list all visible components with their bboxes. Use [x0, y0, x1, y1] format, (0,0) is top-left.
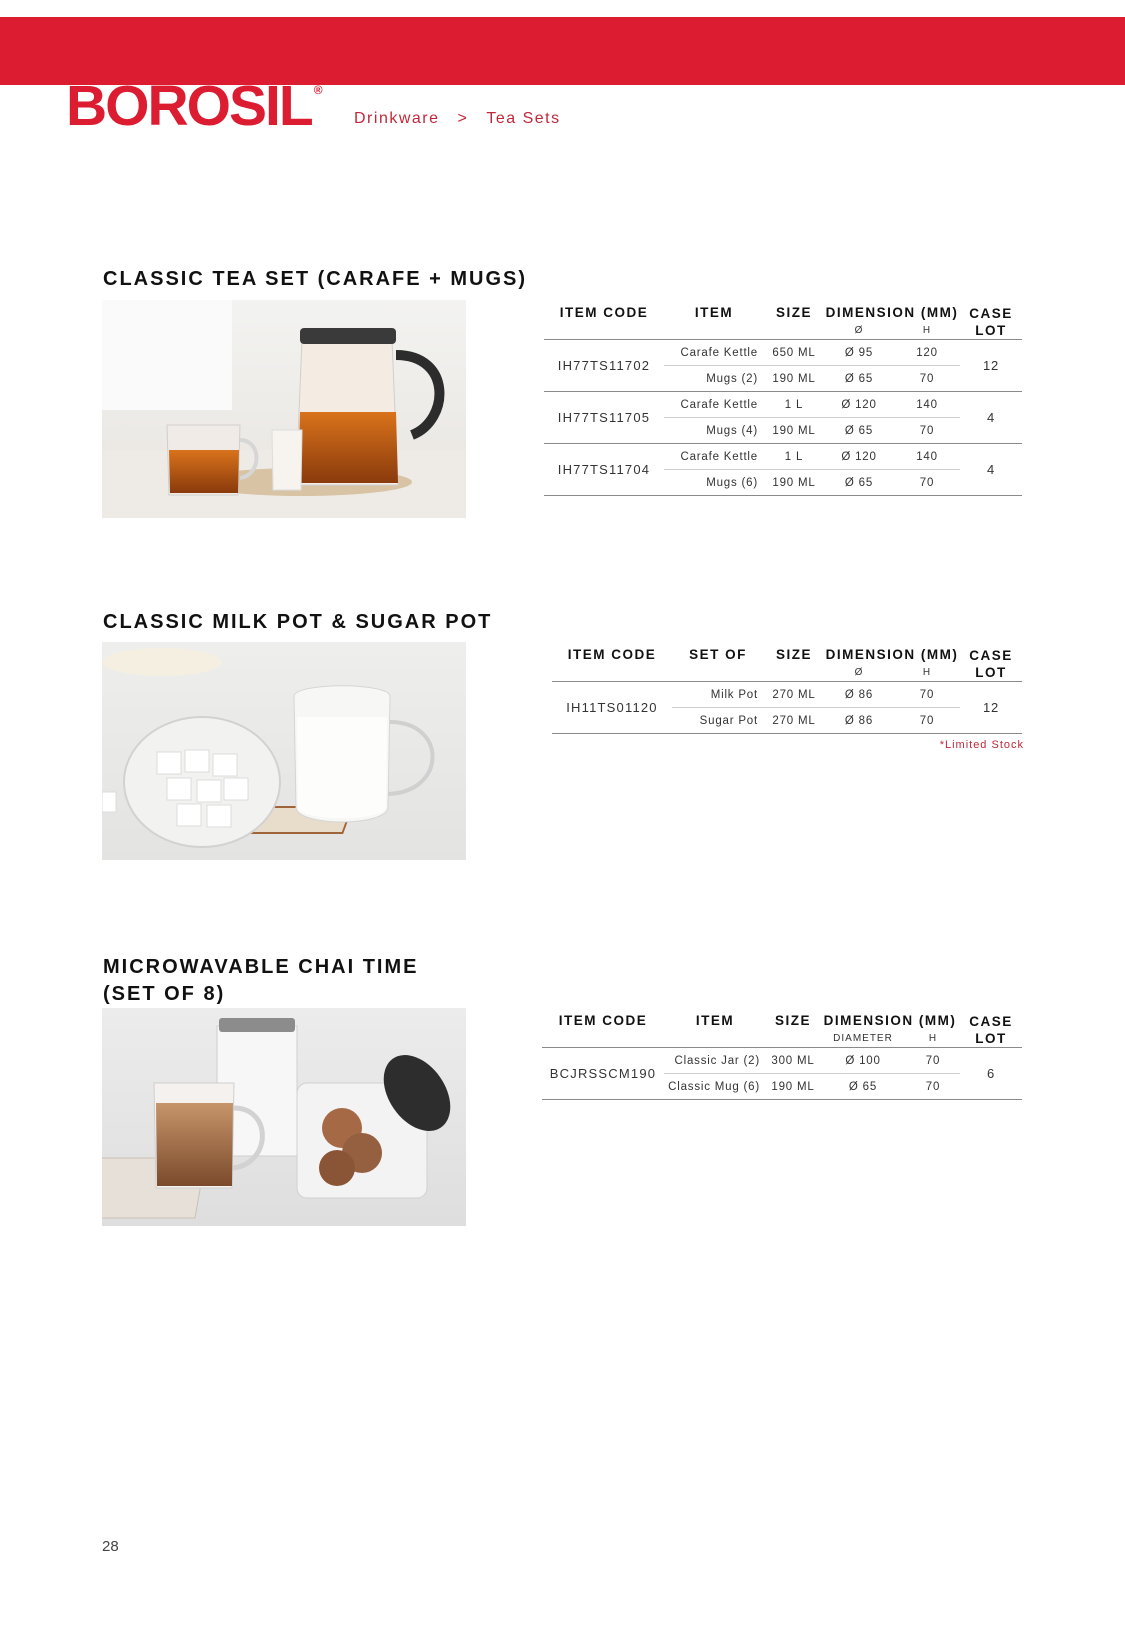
- item-name: Carafe Kettle: [680, 346, 758, 359]
- item-size: 190 ML: [772, 476, 816, 489]
- table-row: [552, 682, 1022, 708]
- breadcrumb-drinkware[interactable]: Drinkware: [354, 110, 440, 127]
- item-size: 190 ML: [772, 424, 816, 437]
- logo-text: BOROSIL: [66, 74, 312, 138]
- item-height: 140: [916, 450, 938, 463]
- table-row: [544, 392, 1022, 418]
- header-case-lot: CASE LOT: [969, 306, 1013, 338]
- item-size: 190 ML: [771, 1080, 815, 1093]
- item-size: 300 ML: [771, 1054, 815, 1067]
- header-set-of: SET OF: [689, 647, 747, 662]
- item-code: IH77TS11705: [557, 410, 651, 425]
- item-name: Mugs (2): [706, 372, 758, 385]
- header-item-code: ITEM CODE: [559, 305, 649, 320]
- header-dimension: DIMENSION (MM): [825, 305, 959, 320]
- item-height: 70: [919, 688, 935, 701]
- table-row: [542, 1048, 1022, 1074]
- header-diameter: Ø: [854, 325, 864, 337]
- item-name: Milk Pot: [710, 688, 758, 701]
- header-case-lot: CASE LOT: [969, 648, 1013, 680]
- header-item-code: ITEM CODE: [558, 1013, 648, 1028]
- item-diameter: Ø 65: [848, 1080, 878, 1093]
- item-diameter: Ø 65: [844, 476, 874, 489]
- milk-sugar-pot-photo: [102, 642, 466, 860]
- item-diameter: Ø 95: [844, 346, 874, 359]
- section-title-line1: MICROWAVABLE CHAI TIME: [103, 956, 419, 978]
- item-height: 70: [925, 1054, 941, 1067]
- item-name: Mugs (6): [706, 476, 758, 489]
- header-dimension: DIMENSION (MM): [825, 647, 959, 662]
- item-diameter: Ø 100: [845, 1054, 881, 1067]
- case-lot: 4: [986, 410, 996, 425]
- table-row: [544, 340, 1022, 366]
- item-name: Carafe Kettle: [680, 398, 758, 411]
- item-size: 1 L: [784, 398, 804, 411]
- case-lot: 12: [982, 700, 1000, 715]
- item-code: BCJRSSCM190: [549, 1066, 657, 1081]
- spec-table-classic-tea-set: [544, 305, 1022, 496]
- section-title-line2: (SET OF 8): [103, 983, 226, 1005]
- limited-stock-note: *Limited Stock: [939, 739, 1024, 751]
- section-title-milk-sugar-pot: CLASSIC MILK POT & SUGAR POT: [103, 611, 493, 633]
- item-diameter: Ø 86: [844, 714, 874, 727]
- chai-time-photo: [102, 1008, 466, 1226]
- header-size: SIZE: [775, 647, 812, 662]
- spec-table-chai-time: [542, 1013, 1022, 1100]
- item-diameter: Ø 120: [841, 398, 877, 411]
- header-height: H: [928, 1033, 938, 1045]
- item-height: 70: [925, 1080, 941, 1093]
- header-size: SIZE: [774, 1013, 811, 1028]
- item-size: 190 ML: [772, 372, 816, 385]
- case-lot: 4: [986, 462, 996, 477]
- item-diameter: Ø 120: [841, 450, 877, 463]
- breadcrumb-separator: >: [457, 110, 469, 127]
- table-row: [544, 444, 1022, 470]
- header-dimension: DIMENSION (MM): [823, 1013, 957, 1028]
- item-code: IH77TS11704: [557, 462, 651, 477]
- item-height: 70: [919, 714, 935, 727]
- borosil-logo: [66, 74, 323, 138]
- header-diameter: DIAMETER: [833, 1033, 893, 1045]
- header-case-lot: CASE LOT: [969, 1014, 1013, 1046]
- section-title-classic-tea-set: CLASSIC TEA SET (CARAFE + MUGS): [103, 268, 528, 290]
- header-size: SIZE: [775, 305, 812, 320]
- header-item-code: ITEM CODE: [567, 647, 657, 662]
- item-name: Classic Jar (2): [674, 1054, 760, 1067]
- breadcrumb: [354, 110, 561, 128]
- item-name: Carafe Kettle: [680, 450, 758, 463]
- item-size: 270 ML: [772, 688, 816, 701]
- case-lot: 12: [982, 358, 1000, 373]
- case-lot: 6: [986, 1066, 996, 1081]
- item-height: 120: [916, 346, 938, 359]
- registered-mark: ®: [313, 83, 323, 97]
- item-size: 650 ML: [772, 346, 816, 359]
- item-height: 70: [919, 424, 935, 437]
- item-size: 270 ML: [772, 714, 816, 727]
- item-height: 70: [919, 372, 935, 385]
- item-code: IH11TS01120: [566, 700, 658, 715]
- item-size: 1 L: [784, 450, 804, 463]
- header-height: H: [922, 667, 932, 679]
- item-height: 70: [919, 476, 935, 489]
- header-item: ITEM: [694, 305, 734, 320]
- header-diameter: Ø: [854, 667, 864, 679]
- item-code: IH77TS11702: [557, 358, 651, 373]
- page-number: 28: [102, 1538, 119, 1555]
- breadcrumb-tea-sets[interactable]: Tea Sets: [486, 110, 561, 127]
- spec-table-milk-sugar-pot: [552, 647, 1022, 734]
- header-height: H: [922, 325, 932, 337]
- header-item: ITEM: [695, 1013, 735, 1028]
- tea-set-photo: [102, 300, 466, 518]
- item-name: Sugar Pot: [699, 714, 758, 727]
- item-diameter: Ø 65: [844, 424, 874, 437]
- item-diameter: Ø 86: [844, 688, 874, 701]
- item-diameter: Ø 65: [844, 372, 874, 385]
- item-height: 140: [916, 398, 938, 411]
- item-name: Classic Mug (6): [668, 1080, 760, 1093]
- section-title-chai-time: [103, 954, 418, 1008]
- item-name: Mugs (4): [706, 424, 758, 437]
